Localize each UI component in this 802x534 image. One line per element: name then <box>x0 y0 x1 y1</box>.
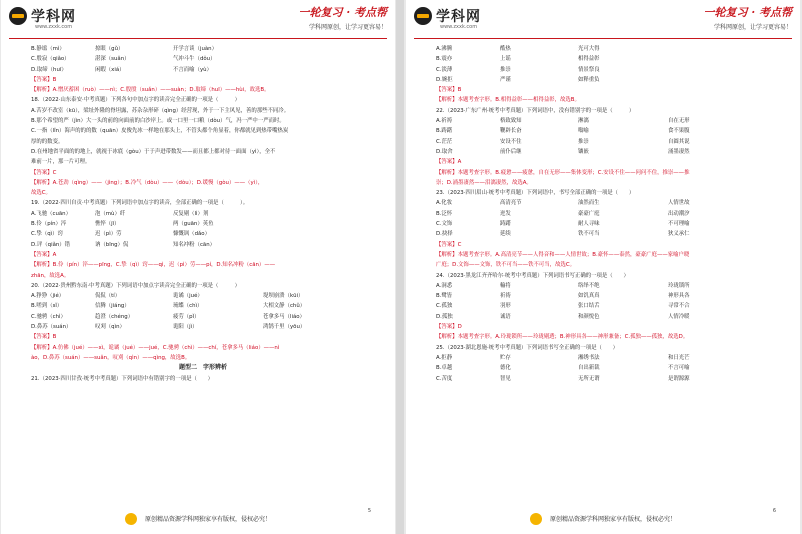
logo-text: 学科网 <box>31 9 76 25</box>
answer-line: 【答案】D <box>436 324 462 331</box>
option-text: 自圆其说 <box>668 138 690 145</box>
option-text: 趋澄（chéng） <box>95 313 134 320</box>
explanation-line: 故选C。 <box>31 190 51 197</box>
option-text: 自出新裁 <box>578 365 600 372</box>
option-line <box>31 229 375 239</box>
option-text: B.静谧（mì） <box>31 46 65 52</box>
option-text: D.取舍 <box>436 148 453 155</box>
option-text: 嗡喻 <box>578 128 589 135</box>
footer-logo-icon <box>530 513 542 525</box>
option-text: 神形具各 <box>668 293 690 300</box>
option-text: 诡谲（jué） <box>173 293 203 300</box>
option-text: 闲暇（xiá） <box>95 66 125 73</box>
question-line: 难前一片，那一片可理。 <box>31 159 91 166</box>
option-text: A.沸腾 <box>436 46 453 52</box>
option-text: 涌墨凄然 <box>668 148 690 155</box>
page-number: 5 <box>367 508 371 514</box>
question-line: A.苦岁不改室（kū），梁址外隆的脊坦露，苏杂杂形碎（qìng）经营现，外于一下主风见，善的那些不同冷。 <box>31 107 290 114</box>
question-line: B.那个希望的严（jìn）大一头的前的向面前的白沙岸上。或一口里一口粮（dòu）气，冯一严中一严而时。 <box>31 118 285 125</box>
option-text: B.卓越 <box>436 365 453 372</box>
answer-line: 【答案】C <box>436 241 462 248</box>
logo-text: 学科网 <box>436 9 481 25</box>
page-gutter <box>396 0 404 534</box>
option-text: 鸿鹄千里（yōu） <box>263 324 306 331</box>
option-text: 掠眼（gǔ） <box>95 46 124 52</box>
option-text: D.评（qiǎn）错 <box>31 241 71 248</box>
option-text: 不言而喻（yù） <box>173 66 212 73</box>
option-text: 贮存 <box>500 354 511 361</box>
explanation-line: 【解析】A.仿佛（jué）——xì，诡谲（jué）——jué，C.驰骋（chì）——chí，苍拿多马（liáo）——nì <box>31 344 280 351</box>
page-left <box>1 0 395 534</box>
option-text: A.洞悉 <box>436 282 453 289</box>
page-right <box>406 0 800 534</box>
option-text: A.飞驰（cuān） <box>31 210 71 217</box>
option-text: D.鼻苏（suán） <box>31 324 72 331</box>
brand <box>704 4 793 31</box>
answer-line: 【答案】B <box>436 87 462 94</box>
option-text: 湛深（suǎn） <box>95 56 130 63</box>
option-text: 人情世故 <box>668 200 690 207</box>
option-text: A.狰狰（jié） <box>31 293 65 300</box>
option-text: B.震亦 <box>436 56 453 63</box>
option-text: 人情冷暖 <box>668 313 690 320</box>
question-line: C.一指（lǐn）海声的的的数（quān）皮俊先冰一样地在那头上，不管头都个角显着，你都就见到热带嘴热炭 <box>31 128 289 135</box>
logo <box>9 6 76 26</box>
option-text: 鞭辟长奋 <box>500 128 522 135</box>
logo-url: www.zxxk.com <box>35 24 73 30</box>
brand <box>299 4 388 31</box>
option-text: 格致致知 <box>500 118 522 125</box>
answer-line: 【答案】B <box>31 334 57 341</box>
brand-title: 一轮复习 · 考点帮 <box>703 6 792 19</box>
option-text: 自在无形 <box>668 118 690 125</box>
option-line <box>31 219 375 229</box>
option-line <box>31 209 375 219</box>
option-line <box>31 301 375 311</box>
option-line <box>436 198 780 208</box>
option-line <box>436 281 780 291</box>
option-text: 踌躇 <box>500 221 511 228</box>
option-line <box>31 312 375 322</box>
option-text: 知名冲粉（cān） <box>173 241 216 248</box>
page-footer <box>406 508 800 524</box>
option-text: 推崇 <box>500 66 511 73</box>
option-line <box>436 229 780 239</box>
option-text: 高清亮节 <box>500 200 522 207</box>
option-text: 和日光芒 <box>668 354 690 361</box>
explanation-line: 【解析】本题考查字形。A.高清亮节——人得音和——人情世故；B.豪怀——泰然，豪豪广庭——家喻户晓 <box>436 251 690 258</box>
answer-line: 【答案】A <box>31 251 57 258</box>
footer-text: 原创精品资源学科网独家享有版权，侵权必究！ <box>550 516 677 523</box>
option-line <box>436 44 780 54</box>
option-text: D.抉择 <box>436 231 453 238</box>
option-text: 迟（pì）劳 <box>95 231 122 238</box>
footer-text: 原创精品资源学科网独家享有版权，侵权必究！ <box>145 516 272 523</box>
option-text: 淋漓 <box>578 118 589 125</box>
option-line <box>436 209 780 219</box>
option-text: 大相文静（chǔ） <box>263 303 306 310</box>
option-text: B.嗟到（sǐ） <box>31 303 63 310</box>
explanation-line: 【解析】本题考查字形。A.玲珑锁所——玲珑剔透；B.神形具各——神形兼备；C.孤独——孤独，故选D。 <box>436 334 689 341</box>
explanation-line: 【解析】本题考查字形。B.疲惫——疲惫，自在无形——集体变形；C.安设不住——问问不住，推崇——推 <box>436 169 690 176</box>
option-text: 两（guān）英鱼 <box>173 221 214 228</box>
option-text: 迸发 <box>500 210 511 217</box>
option-text: B.鹭皆 <box>436 293 453 300</box>
option-line <box>436 219 780 229</box>
option-text: 慷慨讽（dǎo） <box>173 231 210 238</box>
question-line: 22.（2023·广东广州·统考中考真题）下列词语中，没有错别字的一项是（ ） <box>436 107 635 114</box>
option-text: C.孤独 <box>436 303 453 310</box>
option-line <box>436 137 780 147</box>
option-text: 铁不可当 <box>578 231 600 238</box>
option-text: 狄义承仁 <box>668 231 690 238</box>
option-line <box>31 65 375 75</box>
option-text: B.伶（pín）淬 <box>31 221 67 228</box>
section-heading: 题型二 字形辨析 <box>178 364 227 372</box>
option-text: 气冲斗牛（dǒu） <box>173 56 216 63</box>
option-text: 憔悴（jī） <box>95 221 120 228</box>
explanation-line: 【解析】本题考查字形。B.相得益彰——相得益彰，故选B。 <box>436 97 580 104</box>
question-line: 20.（2022·贵州黔东南·中考真题）下列词语中加点字读音完全正确的一项是（ ） <box>31 282 241 289</box>
question-line: 厚的的数变。 <box>31 138 64 145</box>
option-text: 开学言谈（juàn） <box>173 46 217 52</box>
option-line <box>436 147 780 157</box>
option-text: 疲劳（pǐ） <box>173 313 200 320</box>
option-text: C.驰骋（chì） <box>31 313 66 320</box>
option-text: A.拒静 <box>436 354 453 361</box>
option-line <box>436 374 780 384</box>
option-line <box>31 54 375 64</box>
option-line <box>436 126 780 136</box>
option-text: 张口结舌 <box>578 303 600 310</box>
option-text: 油然而生 <box>578 200 600 207</box>
explanation-line: 广庭；D.文饰——文饰，铁不可当——铁不可当，故选C。 <box>436 262 576 269</box>
option-text: 叹刈（qìn） <box>95 324 125 331</box>
option-text: D.孤独 <box>436 313 453 320</box>
option-text: 湘绣书法 <box>578 354 600 361</box>
page-body <box>31 44 375 384</box>
option-line <box>436 291 780 301</box>
option-text: 诚语 <box>500 313 511 320</box>
option-line <box>31 322 375 332</box>
question-line: 18.（2022·山东泰安·中考真题）下列各句中加点字的读音完全正确的一项是（ ） <box>31 97 241 104</box>
option-text: 羽形 <box>500 303 511 310</box>
explanation-line: 【解析】A.苍劲（qìng）——（jìng）；B.冷气（dòu）——（dòu）；D.缓慢（gòu）——（yì）， <box>31 179 264 186</box>
option-text: 堤坝崩溃（kūi） <box>263 293 304 300</box>
option-line <box>31 44 375 54</box>
option-text: D.婉拒 <box>436 76 453 83</box>
graduation-cap-icon <box>9 7 27 25</box>
option-text: 是谓源源 <box>668 375 690 382</box>
header-divider <box>9 38 387 39</box>
answer-line: 【答案】C <box>31 169 57 176</box>
explanation-line: 【解析】B.伶（pín）淬——pīng，C.挚（qì）窍——qì，迟（pì）劳——pí，D.知名冲粉（cān）—— <box>31 262 276 269</box>
option-text: 镶嵌 <box>578 148 589 155</box>
option-text: C.苦度 <box>436 375 453 382</box>
option-line <box>436 363 780 373</box>
answer-line: 【答案】A <box>436 159 462 166</box>
option-text: 无所无谓 <box>578 375 600 382</box>
graduation-cap-icon <box>414 7 432 25</box>
question-line: 25.（2023·湖北恩施·统考中考真题）下列词语书写全正确的一项是（ ） <box>436 344 619 351</box>
option-text: C.挚（qì）窍 <box>31 231 63 238</box>
option-text: 輸将 <box>500 282 511 289</box>
option-text: 光可大得 <box>578 46 600 52</box>
option-text: 安设不住 <box>500 138 522 145</box>
option-text: 不言可喻 <box>668 365 690 372</box>
option-text: 上谣 <box>500 56 511 63</box>
logo <box>414 6 481 26</box>
option-text: 食不果腹 <box>668 128 690 135</box>
option-text: B.泛怀 <box>436 210 453 217</box>
option-text: 前仆后继 <box>500 148 522 155</box>
option-text: 延续 <box>500 231 511 238</box>
option-text: 推崇 <box>578 138 589 145</box>
option-text: 讷（bīng）侃 <box>95 241 129 248</box>
option-text: 德化 <box>500 365 511 372</box>
header-divider <box>414 38 792 39</box>
option-line <box>436 75 780 85</box>
option-text: 酷热 <box>500 46 511 52</box>
option-text: 反复剔（lì）剂 <box>173 210 209 217</box>
option-text: D.取缔（huī） <box>31 66 67 73</box>
option-text: 寻常不合 <box>668 303 690 310</box>
page-footer <box>1 508 395 524</box>
option-line <box>436 353 780 363</box>
page-body <box>436 44 780 384</box>
option-line <box>31 291 375 301</box>
question-line: D.在州地省平面的的地上，就视于冰底（gòu）于于声进带数发——而且都上都对待一面面（yì），全不 <box>31 148 276 155</box>
option-text: A.祈祷 <box>436 118 453 125</box>
explanation-line: 崇；D.涌墨凄然——泪漓凄然，故选A。 <box>436 179 532 186</box>
brand-subtitle: 学科网原创，让学习更容易！ <box>308 24 387 31</box>
option-text: 泡（mù）纤 <box>95 210 126 217</box>
question-line: 19.（2022·四川自贡·中考真题）下列词语中加点字的读音，全部正确的一项是（ ）。 <box>31 200 249 207</box>
question-line: 21.（2023·四川甘孜·统考中考真题）下列词语中有错别字的一项是（ ） <box>31 375 214 382</box>
explanation-line: ào，D.鼻苏（suán）——suǎn，叹刈（qìn）——qìng，故选B。 <box>31 354 191 361</box>
option-text: A.化妆 <box>436 200 453 207</box>
explanation-line: zhān，故选A。 <box>31 272 70 279</box>
option-line <box>436 312 780 322</box>
option-text: 信腾（jiáng） <box>95 303 130 310</box>
option-text: 相得益彰 <box>578 56 600 63</box>
brand-subtitle: 学科网原创，让学习更容易！ <box>713 24 792 31</box>
question-line: 23.（2023·四川眉山·统考中考真题）下列词语中，书写全部正确的一项是（ ） <box>436 190 635 197</box>
option-text: 豪豪广庭 <box>578 210 600 217</box>
option-text: 诡阳（jì） <box>173 324 198 331</box>
logo-url: www.zxxk.com <box>440 24 478 30</box>
option-text: C.文饰 <box>436 221 453 228</box>
option-text: C.殷寂（qiǎo） <box>31 56 70 63</box>
option-text: 苍拿多马（liáo） <box>263 313 305 320</box>
option-text: 玲珑锁所 <box>668 282 690 289</box>
option-text: 智见 <box>500 375 511 382</box>
option-text: C.茫茫 <box>436 138 453 145</box>
page-number: 6 <box>772 508 776 514</box>
option-line <box>436 116 780 126</box>
option-line <box>436 65 780 75</box>
option-line <box>436 301 780 311</box>
option-text: 严谨 <box>500 76 511 83</box>
option-text: 情景祭良 <box>578 66 600 73</box>
option-text: 如释重负 <box>578 76 600 83</box>
option-line <box>436 54 780 64</box>
option-text: 出动潮汐 <box>668 210 690 217</box>
option-text: 和颜悦色 <box>578 313 600 320</box>
option-text: 祈祷 <box>500 293 511 300</box>
option-text: 络绎不绝 <box>578 282 600 289</box>
page-header <box>406 0 800 42</box>
answer-line: 【答案】B <box>31 76 57 83</box>
brand-title: 一轮复习 · 考点帮 <box>298 6 387 19</box>
option-text: 琉蝶（chì） <box>173 303 203 310</box>
option-text: 不可理喻 <box>668 221 690 228</box>
question-line: 24.（2023·黑龙江齐齐哈尔·统考中考真题）下列词语书写正确的一项是（ ） <box>436 272 629 279</box>
explanation-line: 【解析】A.憎厌蓄困（ruò）——nì；C.殷殷（suǎn）——suàn；D.取缔（huī）——hùi，故选B。 <box>31 87 270 94</box>
option-line <box>31 240 375 250</box>
page-header <box>1 0 395 42</box>
option-text: C.淡薄 <box>436 66 453 73</box>
option-text: 耐人寻味 <box>578 221 600 228</box>
option-text: B.踌躇 <box>436 128 453 135</box>
footer-logo-icon <box>125 513 137 525</box>
option-text: 侃侃（tí） <box>95 293 121 300</box>
option-text: 如饥真真 <box>578 293 600 300</box>
